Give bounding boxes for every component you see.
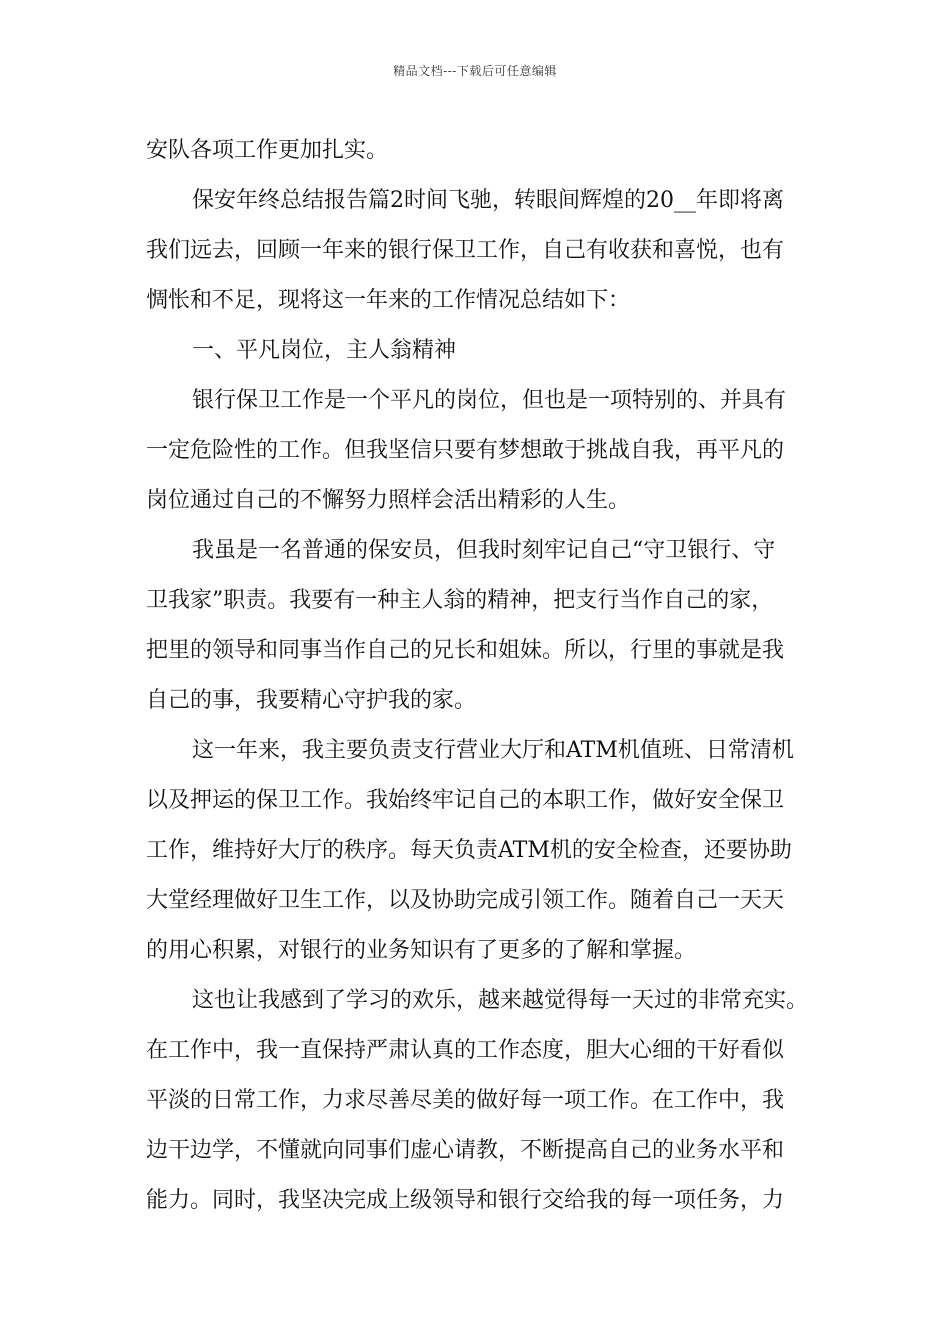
text-line: 保安年终总结报告篇2时间飞驰，转眼间辉煌的20__年即将离 (192, 188, 784, 213)
text-line: 一、平凡岗位，主人翁精神 (192, 338, 457, 363)
text-line: 能力。同时，我坚决完成上级领导和银行交给我的每一项任务，力 (146, 1188, 785, 1213)
text-line: 一定危险性的工作。但我坚信只要有梦想敢于挑战自我，再平凡的 (146, 438, 785, 463)
text-line: 大堂经理做好卫生工作，以及协助完成引领工作。随着自己一天天 (146, 888, 785, 913)
text-line: 把里的领导和同事当作自己的兄长和姐妹。所以，行里的事就是我 (146, 638, 785, 663)
text-line: 自己的事，我要精心守护我的家。 (146, 688, 477, 713)
text-line: 这一年来，我主要负责支行营业大厅和ATM机值班、日常清机 (192, 738, 794, 763)
text-line: 的用心积累，对银行的业务知识有了更多的了解和掌握。 (146, 938, 697, 963)
text-line: 平淡的日常工作，力求尽善尽美的做好每一项工作。在工作中，我 (146, 1088, 785, 1113)
text-line: 我们远去，回顾一年来的银行保卫工作，自己有收获和喜悦，也有 (146, 238, 785, 263)
text-line: 在工作中，我一直保持严肃认真的工作态度，胆大心细的干好看似 (146, 1038, 785, 1063)
text-line: 岗位通过自己的不懈努力照样会活出精彩的人生。 (146, 488, 631, 513)
text-line: 这也让我感到了学习的欢乐，越来越觉得每一天过的非常充实。 (192, 988, 809, 1013)
page-header: 精品文档---下载后可任意编辑 (393, 64, 557, 78)
text-line: 我虽是一名普通的保安员，但我时刻牢记自己“守卫银行、守 (192, 538, 776, 563)
text-line: 银行保卫工作是一个平凡的岗位，但也是一项特别的、并具有 (192, 388, 787, 413)
text-line: 边干边学，不懂就向同事们虚心请教，不断提高自己的业务水平和 (146, 1138, 785, 1163)
text-line: 安队各项工作更加扎实。 (146, 138, 389, 163)
text-line: 惆怅和不足，现将这一年来的工作情况总结如下： (146, 288, 631, 313)
text-line: 以及押运的保卫工作。我始终牢记自己的本职工作，做好安全保卫 (146, 788, 785, 813)
text-line: 工作，维持好大厅的秩序。每天负责ATM机的安全检查，还要协助 (146, 838, 792, 863)
document-body (146, 126, 810, 1226)
text-line: 卫我家”职责。我要有一种主人翁的精神，把支行当作自己的家， (146, 588, 774, 613)
